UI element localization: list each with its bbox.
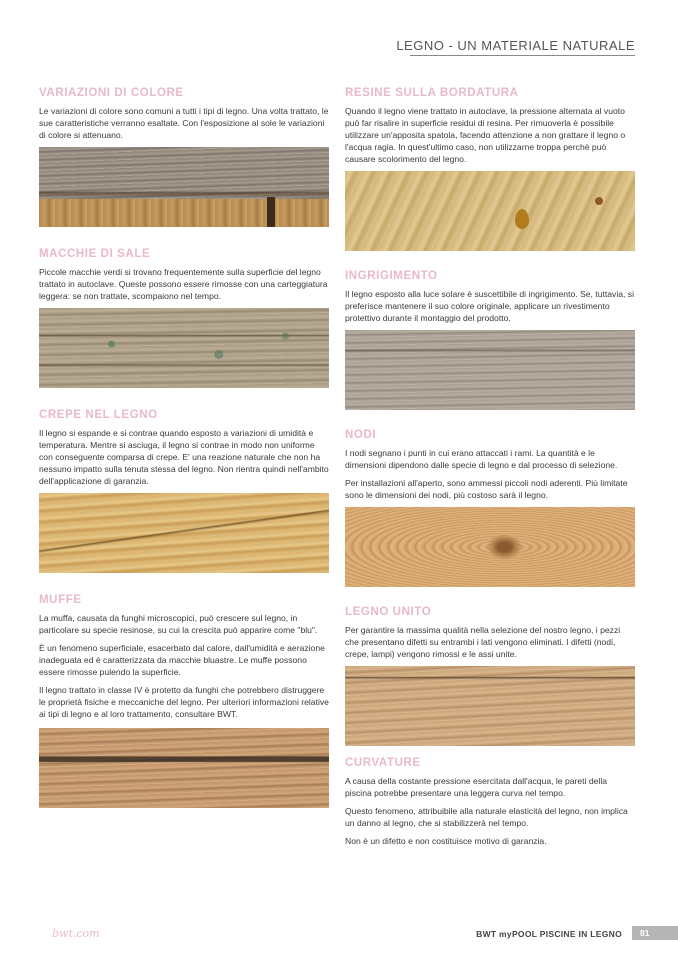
section-body (345, 447, 635, 501)
section-curvature (345, 756, 635, 847)
paragraph: Per garantire la massima qualità nella selezione del nostro legno, i pezzi che presentano difetti su entrambi i lati vengono eliminati. I difetti (nodi, crepe, lampi) vengono rimossi e le assi unite. (345, 625, 621, 659)
section-crepe-nel-legno (39, 408, 329, 573)
footer-logo: bwt.com (52, 927, 100, 940)
section-body (39, 427, 329, 487)
salt-stain-wood-photo (39, 308, 329, 388)
section-body (345, 775, 635, 847)
paragraph: Piccole macchie verdi si trovano frequentemente sulla superficie del legno trattato in autoclave. Queste possono essere rimosse con una carteggiatura leggera: se non trattate, scompaiono nel tempo. (39, 267, 328, 301)
section-body (39, 105, 329, 141)
section-body (39, 612, 329, 720)
section-title: NODI (345, 429, 377, 441)
paragraph: Il legno esposto alla luce solare è suscettibile di ingrigimento. Se, tuttavia, si preferisce mantenere il suo colore originale, applicare un rivestimento protettivo durante il montaggio del prodotto. (345, 289, 635, 323)
section-legno-unito (345, 605, 635, 746)
section-body (345, 105, 635, 165)
section-body (345, 624, 635, 660)
section-title: CURVATURE (345, 757, 421, 769)
paragraph: A causa della costante pressione esercitata dall'acqua, le pareti della piscina potrebbe presentare una leggera curva nel tempo. (345, 776, 608, 798)
section-muffe (39, 593, 329, 808)
resin-wood-photo (345, 171, 635, 251)
paragraph: Non è un difetto e non costituisce motivo di garanzia. (345, 836, 547, 846)
paragraph: Il legno trattato in classe IV è protetto da funghi che potrebbero distruggere le proprietà fisiche e meccaniche del legno. Per ulteriori informazioni relative ai tipi di legno e al loro trattamento, consultare BWT. (39, 685, 329, 719)
wood-post (267, 197, 275, 227)
header-divider (410, 55, 635, 56)
cracked-wood-photo (39, 493, 329, 573)
wood-knot-photo (345, 507, 635, 587)
left-column (39, 86, 329, 808)
section-title: CREPE NEL LEGNO (39, 409, 158, 421)
paragraph: Il legno si espande e si contrae quando esposto a variazioni di umidità e temperatura. Mentre si asciuga, il legno si contrae in modo non uniforme con conseguente comparsa di crepe. E' una reazione naturale che non ha nessuno impatto sulla tenuta stessa del legno. Non rientra quindi nell'ambito dell'applicazione di garanzia. (39, 428, 329, 486)
section-title: INGRIGIMENTO (345, 270, 438, 282)
section-body (39, 266, 329, 302)
section-ingrigimento (345, 269, 635, 410)
section-body (345, 288, 635, 324)
section-title: RESINE SULLA BORDATURA (345, 87, 519, 99)
section-variazioni-di-colore (39, 86, 329, 227)
mold-wood-photo (39, 728, 329, 808)
wood-knot (595, 197, 603, 205)
paragraph: Le variazioni di colore sono comuni a tutti i tipi di legno. Una volta trattato, le sue caratteristiche verranno esaltate. Con l'esposizione al sole le variazioni di colore si attenuano. (39, 106, 329, 140)
resin-drop (515, 209, 529, 229)
greyed-wood-photo (345, 330, 635, 410)
right-column (345, 86, 635, 853)
section-macchie-di-sale (39, 247, 329, 388)
paragraph: I nodi segnano i punti in cui erano attaccati i rami. La quantità e le dimensioni dipendono dalle specie di legno e dal processo di selezione. (345, 448, 618, 470)
section-resine-sulla-bordatura (345, 86, 635, 251)
paragraph: Quando il legno viene trattato in autoclave, la pressione alternata al vuoto può far risalire in superficie residui di resina. Per rimuoverla è possibile utilizzare un'apposita spatola, facendo attenzione a non grattare il legno o l'acqua ragia. In quest'ultimo caso, non utilizzarne troppa perchè può causare scolorimento del legno. (345, 106, 626, 164)
joined-wood-photo (345, 666, 635, 746)
wood-board-lower (39, 199, 329, 227)
section-title: MACCHIE DI SALE (39, 248, 151, 260)
section-title: LEGNO UNITO (345, 606, 432, 618)
page-header-title: LEGNO - UN MATERIALE NATURALE (396, 38, 635, 53)
section-title: VARIAZIONI DI COLORE (39, 87, 184, 99)
footer-brand: BWT myPOOL PISCINE IN LEGNO (476, 929, 622, 939)
paragraph: È un fenomeno superficiale, esacerbato dal calore, dall'umidità e aerazione inadeguata ed è caratterizzata da macchie bluastre. Le muffe possono essere rimosse pulendo la superficie. (39, 643, 325, 677)
page-number: 81 (632, 926, 678, 940)
section-nodi (345, 428, 635, 587)
section-title: MUFFE (39, 594, 82, 606)
paragraph: Per installazioni all'aperto, sono ammessi piccoli nodi aderenti. Più limitate sono le dimensioni dei nodi, più costoso sarà il legno. (345, 478, 628, 500)
wood-color-variation-photo (39, 147, 329, 227)
paragraph: La muffa, causata da funghi microscopici, può crescere sul legno, in particolare su specie resinose, su cui la crescita può apparire come "blu". (39, 613, 318, 635)
paragraph: Questo fenomeno, attribuibile alla naturale elasticità del legno, non implica un danno al legno, che si stabilizzerà nel tempo. (345, 806, 628, 828)
